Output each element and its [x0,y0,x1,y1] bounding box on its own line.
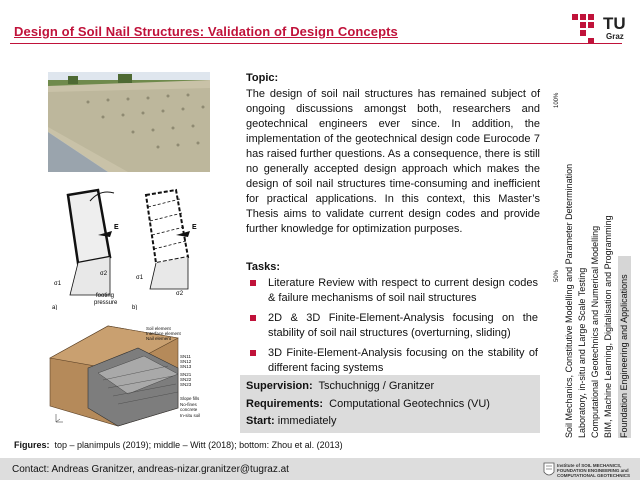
soil-element-label: Soil element [146,326,171,331]
sigma2-left: σ2 [100,271,108,277]
topic-body: The design of soil nail structures has remained subject of ongoing discussions amongst both, researchers and geotechnical engineers ever since. In addition, the implementation of the geotechnical design code Eurocode 7 has raised further questions. As a consequence, there is still no generally accepted design approach which makes the design of soil nail structures time-consuming and inefficient for practical applications. In this context, this Master’s Thesis aims to validate current design codes and provide further knowledge for optimization purposes. [246,88,540,235]
list-item: 2D & 3D Finite-Element-Analysis focusing on the stability of soil nail structures (overturning, sliding) [248,311,538,341]
list-item: 3D Finite-Element-Analysis focusing on the stability of different facing systems [248,346,538,376]
sn-label-1: SN11 [180,354,191,359]
list-item: Literature Review with respect to current design codes & failure mechanisms of soil nail structures [248,276,538,306]
bullet-icon [250,315,256,321]
institute-line-1: Institute of SOIL MECHANICS, [557,463,622,468]
sn-label-6: SN23 [180,382,192,387]
interface-element-label: Interface element [146,331,181,336]
page-title: Design of Soil Nail Structures: Validation of Design Concepts [14,24,398,39]
sigma1-left: σ1 [54,281,62,287]
sigma1-right: σ1 [136,275,144,281]
category-laboratory: Laboratory, in-situ and Large Scale Testing [577,267,587,438]
supervision-line: Supervision: Tschuchnigg / Granitzer [246,380,435,392]
pct-100-label: 100% [554,92,560,108]
bullet-icon [250,350,256,356]
label-a: a) [52,305,58,310]
requirements-line: Requirements: Computational Geotechnics (VU) [246,398,490,410]
tasks-heading: Tasks: [246,261,281,273]
category-bim-machine-learning: BIM, Machine Learning, Digitalisation and Programming [603,215,613,438]
category-soil-mechanics: Soil Mechanics, Constitutive Modelling and Parameter Determination [564,163,574,438]
category-computational-geotechnics: Computational Geotechnics and Numerical Modelling [590,225,600,438]
figure-caption: Figures: top – planimpuls (2019); middle – Witt (2018); bottom: Zhou et al. (2013) [14,440,343,450]
label-E-left: E [114,224,119,231]
nail-element-label: Nail element [146,336,172,341]
topic-heading: Topic: [246,72,279,84]
concrete-label: concrete [180,407,198,412]
sn-label-4: SN21 [180,372,192,377]
pressure-label: pressure [94,300,118,306]
logo-tu-text: TU [603,14,626,33]
logo-graz-text: Graz [606,32,624,41]
tasks-list [248,276,538,381]
research-areas-sidebar [554,60,634,438]
fe-model-figure [48,318,210,428]
contact-info: Contact: Andreas Granitzer, andreas-nizar.granitzer@tugraz.at [12,464,289,475]
category-foundation-engineering: Foundation Engineering and Applications [619,274,629,438]
sn-label-2: SN12 [180,359,192,364]
institute-line-3: COMPUTATIONAL GEOTECHNICS [557,473,630,478]
failure-mechanism-sketch [48,185,210,310]
label-b: b) [132,305,138,310]
sigma2-right: σ2 [176,291,184,297]
no-fines-label: No-fines [180,402,197,407]
label-E-right: E [192,224,197,231]
institute-line-2: FOUNDATION ENGINEERING and [557,468,629,473]
bullet-icon [250,280,256,286]
sn-label-5: SN22 [180,377,192,382]
pct-50-label: 50% [554,269,560,282]
soil-nail-wall-photo [48,72,210,172]
sn-label-3: SN13 [180,364,192,369]
in-situ-soil-label: In-situ soil [180,413,201,418]
slope-fills-label: Slope fills [180,396,200,401]
footing-label: footing [96,293,115,299]
title-rule [10,43,622,44]
start-line: Start: immediately [246,415,337,427]
